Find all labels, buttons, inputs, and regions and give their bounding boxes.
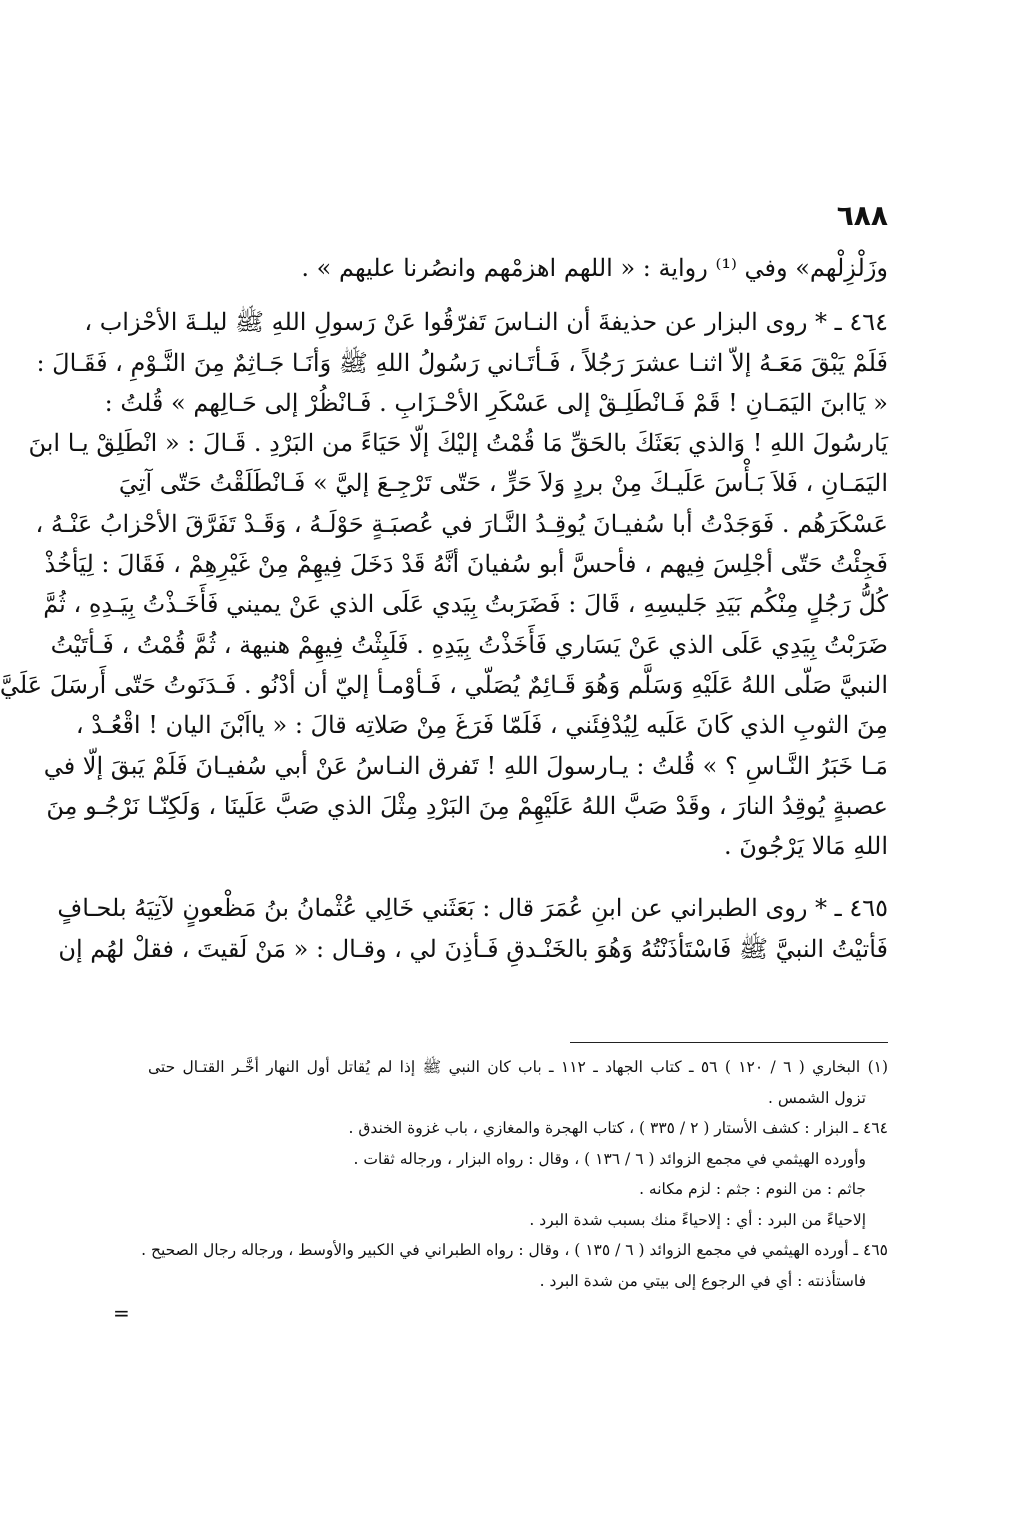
footnote-line: إلاحياءً من البرد : أي : إلاحياءً منك بسبب شدة البرد . (529, 1210, 866, 1229)
hadith-465-line: فَأتيْتُ النبيَّ ﷺ فَاسْتَأذَنْتُهُ وَهُوَ بالخَنْـدقِ فَـأذِنَ لي ، وقـال : « مَنْ لَقيتَ ، فقلْ لهُم إن (58, 934, 888, 963)
hadith-464-line: يَارسُولَ اللهِ ! وَالذي بَعَثَكَ بالحَقِّ مَا قُمْتُ إليْكَ إلّا حَيَاءً من البَرْدِ . قَـالَ : « انْطَلِقْ يـا ابنَ (28, 429, 888, 458)
page-number: ٦٨٨ (836, 199, 888, 232)
hadith-464-line: « يَاابنَ اليَمَـانِ ! قَمْ فَـانْطَلِـقْ إلى عَسْكَرِ الأحْـزَابِ . فَـانْظُرْ إلى حَـالِهم » قُلتُ : (104, 388, 888, 417)
footnote-divider (570, 1042, 888, 1043)
footnote-line: فاستأذنته : أي في الرجوع إلى بيتي من شدة البرد . (539, 1271, 866, 1290)
hadith-464-line: النبيَّ صَلّى اللهُ عَلَيْهِ وَسَلَّم وَهُوَ قَـائِمٌ يُصَلّي ، فَـأوْمـأ إليّ أن أدْنُو . فَـدَنَوتُ حَتّى أَرسَلَ عَلَيَّ (0, 670, 888, 699)
hadith-464-line: كُلُّ رَجُلٍ مِنْكُم بَيَدِ جَليسِهِ ، قَالَ : فَضَرَبتُ بِيَدي عَلَى الذي عَنْ يميني فَأَخَـذْتُ بِيَـدِهِ ، ثُمَّ (43, 590, 888, 619)
continuation-mark: = (113, 1301, 130, 1325)
footnote-line: (١) البخاري ( ٦ / ١٢٠ ) ٥٦ ـ كتاب الجهاد ـ ١١٢ ـ باب كان النبي ﷺ إذا لم يُقاتل أول النهار أخَّـر القتـال حتى (148, 1058, 889, 1076)
hadith-464-line: اليَمَـانِ ، فَلاَ بَـأْسَ عَلَيـكَ مِنْ بردٍ وَلاَ حَرٍّ ، حَتّى تَرْجِـعَ إليَّ » فَـانْطَلَقْتُ حَتّى آتِيَ (118, 469, 888, 498)
footnote-line: جاثم : من النوم : جثم : لزم مكانه . (639, 1180, 866, 1198)
paragraph-gap (148, 288, 888, 302)
hadith-465-line: ٤٦٥ ـ * روى الطبراني عن ابنِ عُمَرَ قال : بَعَثَني خَالِي عُثْمانُ بنُ مَظْعونٍ لآتِيَهُ بلحـافٍ (57, 894, 888, 923)
footnotes (141, 1052, 889, 1296)
paragraph-gap (148, 866, 888, 888)
hadith-464-line: مِنَ الثوبِ الذي كَانَ عَلَيه لِيُدْفِئَني ، فَلَمّا فَرَغَ مِنْ صَلاتِه قالَ : « يااَبْنَ اليان ! اقْعُـدْ ، (75, 711, 888, 740)
hadith-464-line: ضَرَبْتُ بِيَدِي عَلَى الذي عَنْ يَسَاري فَأَخَذْتُ بِيَدِهِ . فَلَبِثْتُ فِيهِمْ هنيهة ، ثُمَّ قُمْتُ ، فَـأتَيْتُ (50, 630, 888, 659)
hadith-464-line: عَسْكَرَهُم . فَوَجَدْتُ أبا سُفيـانَ يُوقِـدُ النَّـارَ في عُصبَـةٍ حَوْلَـهُ ، وَقَـدْ تَفَرَّقَ الأحْزابُ عَنْـهُ ، (35, 509, 888, 538)
hadith-464-line: فَلَمْ يَبْقَ مَعَـهُ إلاّ اثنـا عشرَ رَجُلاً ، فَـأتَـاني رَسُولُ اللهِ ﷺ وَأنَـا جَـاثِمٌ مِنَ النَّـوْمِ ، فَقَـالَ : (36, 348, 888, 377)
text-line: وزَلْزِلْهم» وفي ⁽¹⁾ رواية : « اللهم اهزمْهم وانصُرنا عليهم » . (301, 254, 888, 282)
footnote-line: تزول الشمس . (768, 1088, 866, 1107)
hadith-464-line: فَجِئْتُ حَتّى أجْلِسَ فِيهم ، فأحسَّ أبو سُفيانَ أنَّهُ قَدْ دَخَلَ فِيهِمْ مِنْ غَيْرِهِمْ ، فَقَالَ : لِيَأخُذْ (44, 550, 888, 579)
hadith-464-line: مَـا خَبَرُ النَّـاسِ ؟ » قُلتُ : يـارسولَ اللهِ ! تَفرق النـاسُ عَنْ أبي سُفيـانَ فَلَمْ يَبقَ إلّا في (43, 751, 888, 780)
hadith-464-line: اللهِ مَالا يَرْجُونَ . (724, 832, 888, 861)
footnote-line: ٤٦٥ ـ أورده الهيثمي في مجمع الزوائد ( ٦ / ١٣٥ ) ، وقال : رواه الطبراني في الكبير والأوسط ، ورجاله رجال الصحيح . (141, 1241, 888, 1259)
hadith-464-line: عصبةٍ يُوقِدُ النارَ ، وقَدْ صَبَّ اللهُ عَلَيْهِمْ مِنَ البَرْدِ مِثْلَ الذي صَبَّ عَلَينَا ، وَلَكِنّـا نَرْجُـو مِنَ (46, 791, 888, 820)
footnote-line: وأورده الهيثمي في مجمع الزوائد ( ٦ / ١٣٦ ) ، وقال : رواه البزار ، ورجاله ثقات . (353, 1149, 866, 1168)
main-text (0, 248, 888, 969)
hadith-464-line: ٤٦٤ ـ * روى البزار عن حذيفةَ أن النـاسَ تَفرّقُوا عَنْ رَسولِ اللهِ ﷺ ليلـةَ الأحْزاب ، (84, 308, 888, 337)
footnote-line: ٤٦٤ ـ البزار : كشف الأستار ( ٢ / ٣٣٥ ) ، كتاب الهجرة والمغازي ، باب غزوة الخندق . (348, 1119, 888, 1137)
